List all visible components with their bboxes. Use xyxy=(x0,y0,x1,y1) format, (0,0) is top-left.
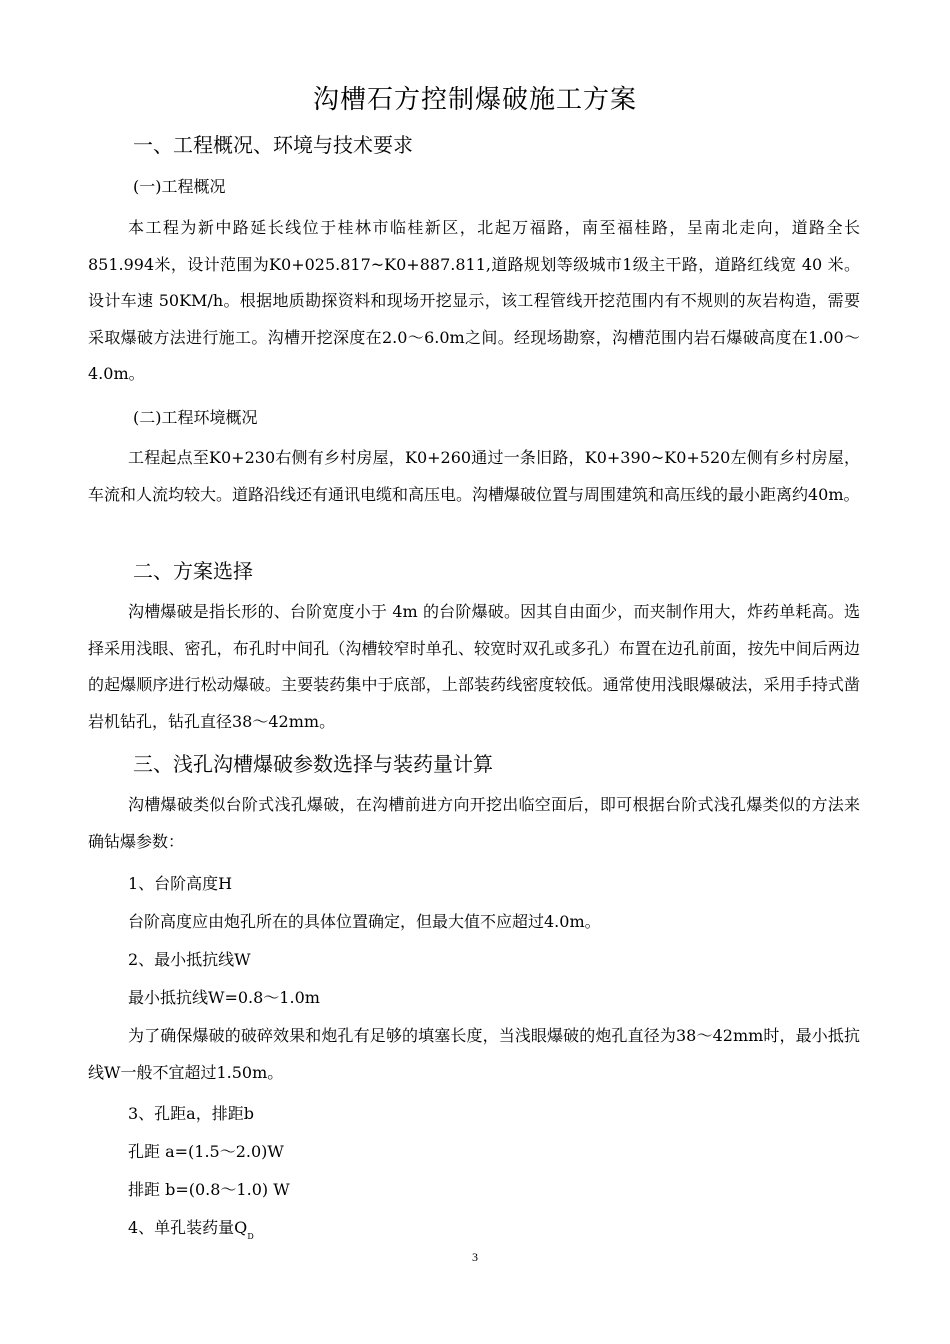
charge-subscript: D xyxy=(247,1232,254,1241)
subsection-heading-project-overview: (一)工程概况 xyxy=(133,177,226,196)
section-heading-overview: 一、工程概况、环境与技术要求 xyxy=(133,133,413,157)
paragraph-scheme: 沟槽爆破是指长形的、台阶宽度小于 4m 的台阶爆破。因其自由面少，而夹制作用大，炸药单耗高。选择采用浅眼、密孔，布孔时中间孔（沟槽较窄时单孔、较宽时双孔或多孔）布置在边孔前面，按先中间后两边的起爆顺序进行松动爆破。主要装药集中于底部，上部装药线密度较低。通常使用浅眼爆破法，采用手持式凿岩机钻孔，钻孔直径38～42mm。 xyxy=(88,602,860,731)
item-heading-bench-height: 1、台阶高度H xyxy=(128,874,233,893)
item-text-bench-height: 台阶高度应由炮孔所在的具体位置确定，但最大值不应超过4.0m。 xyxy=(128,912,601,931)
item-heading-charge-text: 4、单孔装药量Q xyxy=(128,1218,248,1237)
page-number: 3 xyxy=(472,1250,478,1264)
item-heading-burden: 2、最小抵抗线W xyxy=(128,950,251,969)
section-heading-parameters: 三、浅孔沟槽爆破参数选择与装药量计算 xyxy=(133,752,493,776)
document-title: 沟槽石方控制爆破施工方案 xyxy=(312,85,637,115)
paragraph-environment: 工程起点至K0+230右侧有乡村房屋，K0+260通过一条旧路，K0+390~K0+520左侧有乡村房屋，车流和人流均较大。道路沿线还有通讯电缆和高压电。沟槽爆破位置与周围建筑和高压线的最小距离约40m。 xyxy=(88,448,860,504)
item-formula-burden: 最小抵抗线W=0.8～1.0m xyxy=(128,988,320,1007)
subsection-heading-environment: (二)工程环境概况 xyxy=(133,408,258,427)
section-heading-scheme: 二、方案选择 xyxy=(133,559,253,583)
paragraph-project-overview: 本工程为新中路延长线位于桂林市临桂新区，北起万福路，南至福桂路，呈南北走向，道路全长851.994米，设计范围为K0+025.817~K0+887.811,道路规划等级城市1级主干路，道路红线宽 40 米。设计车速 50KM/h。根据地质勘探资料和现场开挖显示，该工程管线开挖范围内有不规则的灰岩构造，需要采取爆破方法进行施工。沟槽开挖深度在2.0～6.0m之间。经现场勘察，沟槽范围内岩石爆破高度在1.00～4.0m。 xyxy=(88,218,860,383)
paragraph-burden-note: 为了确保爆破的破碎效果和炮孔有足够的填塞长度，当浅眼爆破的炮孔直径为38～42mm时，最小抵抗线W一般不宜超过1.50m。 xyxy=(88,1026,860,1082)
item-formula-hole-spacing: 孔距 a=(1.5～2.0)W xyxy=(128,1142,284,1161)
paragraph-parameters-intro: 沟槽爆破类似台阶式浅孔爆破，在沟槽前进方向开挖出临空面后，即可根据台阶式浅孔爆类似的方法来确钻爆参数： xyxy=(88,795,860,851)
item-formula-row-spacing: 排距 b=(0.8～1.0) W xyxy=(128,1180,290,1199)
item-heading-charge xyxy=(128,1214,254,1251)
item-heading-spacing: 3、孔距a，排距b xyxy=(128,1104,254,1123)
